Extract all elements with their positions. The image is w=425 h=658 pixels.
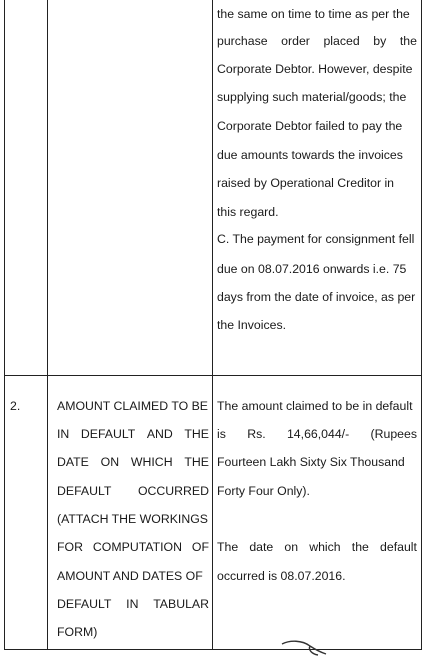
row1-c3-line: this regard. (217, 205, 279, 219)
row1-c3-line: the Invoices. (217, 318, 287, 332)
row2-c3-line: Fourteen Lakh Sixty Six Thousand (217, 455, 405, 469)
row1-c3-line: due amounts towards the invoices (217, 148, 403, 162)
row2-serial-number: 2. (10, 399, 21, 413)
signature-mark-icon (280, 638, 330, 658)
row2-c3-line: is Rs. 14,66,044/- (Rupees (217, 427, 417, 441)
row2-c3-line: occurred is 08.07.2016. (217, 569, 346, 583)
table-right-border (421, 0, 422, 650)
row1-c3-line: Corporate Debtor failed to pay the (217, 119, 403, 133)
row-divider (4, 375, 422, 376)
column-divider-2 (212, 0, 213, 650)
row2-c2-line: FORM) (57, 625, 98, 639)
row2-c2-line: FOR COMPUTATION OF (57, 540, 209, 554)
row2-c2-line: AMOUNT CLAIMED TO BE (57, 399, 209, 413)
row1-c3-line: supplying such material/goods; the (217, 90, 407, 104)
row1-c3-line: C. The payment for consignment fell (217, 232, 415, 246)
row1-c3-line: days from the date of invoice, as per (217, 290, 416, 304)
row2-c3-line: The amount claimed to be in default (217, 399, 413, 413)
row1-c3-line: Corporate Debtor. However, despite (217, 62, 413, 76)
row2-c3-line: The date on which the default (217, 540, 417, 554)
row2-c2-line: DEFAULT OCCURRED (57, 484, 209, 498)
row2-c2-line: IN DEFAULT AND THE (57, 427, 209, 441)
table-left-border (4, 0, 5, 650)
row2-c2-line: AMOUNT AND DATES OF (57, 569, 203, 583)
table-bottom-border (4, 649, 422, 650)
row1-c3-line: raised by Operational Creditor in (217, 176, 395, 190)
row2-c3-line: Forty Four Only). (217, 484, 310, 498)
row2-c2-line: DATE ON WHICH THE (57, 455, 209, 469)
row2-c2-line: DEFAULT IN TABULAR (57, 597, 209, 611)
column-divider-1 (47, 0, 48, 650)
row1-c3-line: the same on time to time as per the (217, 7, 410, 21)
row1-c3-line: due on 08.07.2016 onwards i.e. 75 (217, 262, 407, 276)
row2-c2-line: (ATTACH THE WORKINGS (57, 512, 208, 526)
row1-c3-line: purchase order placed by the (217, 34, 417, 48)
